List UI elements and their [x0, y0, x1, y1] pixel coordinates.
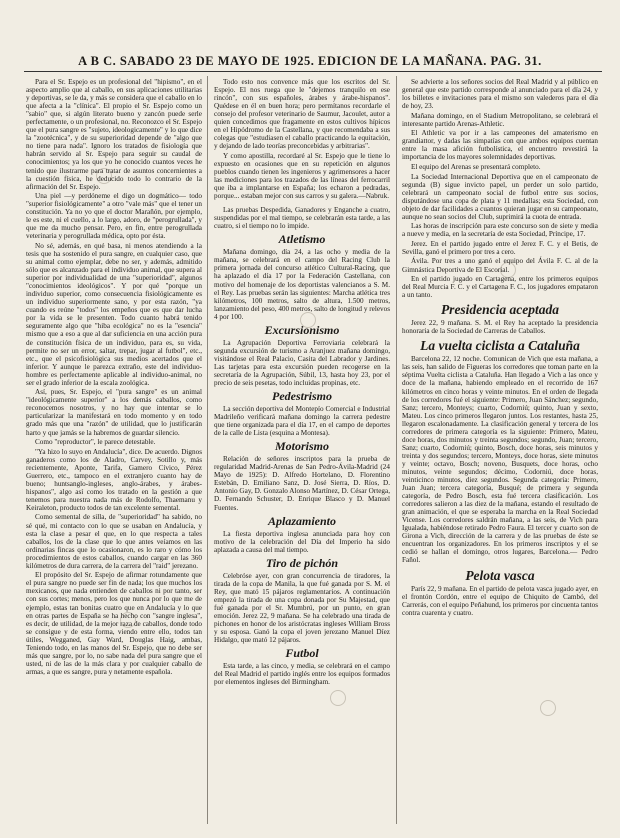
section-heading: Motorismo — [274, 439, 329, 454]
article-paragraph: Una piel —y perdóneme el digo un dogmático— todo "superior fisiológicamente" a otro "vale más" que el tener un constitución. Ya no yo que el doctor Marañón, por ejemplo, le es este, ni el cuello, a lo largo, adoro, de "perogrullada", y que me da mucho pensar. Pero, en fin, entre perogrullada veterinaria y perogrullada médica, opto por ésta. — [26, 192, 202, 241]
section-body: Celebróse ayer, con gran concurrencia de tiradores, la tirada de la copa de Manila, la que fué ganada por S. M. el Rey, que mató 15 pájaros reglamentarios. A continuación empezó la tirada de una copa donada por Su Majestad, que fué ganada por el Sr. Mumbrú, por un punto, en gran emoción. Jerez 22, 9 mañana. Se ha celebrado una tirada de pichones en honor de los aristócratas ingleses William Bross y su esposa. Ganó la copa el joven jerezano Manuel Díez Hidalgo, que mató 12 pájaros. — [214, 571, 390, 645]
article-paragraph: Como semental de silla, de "superioridad" ha sabido, no sé qué, mi contacto con lo que se usaban en Andalucía, y esta la clase a pesar el que, en lo que respecta a tales caballos, los de la clase que lo que antes veíamos en las ordinarias fincas que lo ocasionaron, es lo raro y cómo los procedimientos de estos caballos, cuando cargar en las 360 kilómetros de dura carrera, de la carrera del "raid" jerezano. — [26, 513, 202, 570]
article-paragraph: Se advierte a los señores socios del Real Madrid y al público en general que este partido corresponde al anunciado para el día 24, y los billetes e invitaciones para el mismo son valederos para el día de hoy, 23. — [402, 78, 598, 111]
column-divider — [207, 76, 208, 824]
article-paragraph: Para el Sr. Espejo es un profesional del "hipismo", en el aspecto amplio que al caballo, en sus aplicaciones utilitarias y deportivas, se le da, y más se considera que el caballo en lo que afecta a la "clínica". El propio el Sr. Espejo como un "sabio" que, si algún literato bueno y zancón puede serle perfectamente, o un profesional, no. Reconozco el Sr. Espejo que el pura sangre es "sujeto, ideologicamente" y lo que dice la "zootécnica", y de su superioridad depende de "algo que no tiene para nada". Ignoro los tratados de fisiología que habrán servido al Sr. Espejo para seguir su caudal de conocimientos; ya los que yo he conocido cuantos veces he tenido que ilustrarme para tratar de asuntos concernientes a la cuestión física, he deducido todo lo contrario de la afirmación del Sr. Espejo. — [26, 78, 202, 191]
article-paragraph: "Ya hizo lo suyo en Andalucía", dice. De acuerdo. Dignos ganaderos como los de Aladro, Carvey, Sotillo y, más recientemente, Aponte, Tarifa, Gamero Cívico, Pérez Guerrero, etc., tampoco en el extranjero cuanto hay de bueno; huntsanglo-ingleses, anglo-árabes, y árabes-hispanos", algo así como los tratado en la gestión a que tenemos para nuestra nada más de Rodolfo, Thaemanu y Keiraleton, producto todos de tan excelente semental. — [26, 447, 202, 512]
section-body: La Agrupación Deportiva Ferroviaria celebrará la segunda excursión de turismo a Aranjuez mañana domingo, visitándose el Real Palacio, Casita del Labrador y Jardines. Las tarjetas para esta excursión pueden recogerse en la secretaría de la Agrupación, Súbil, 13, hasta hoy 23, por el precio de seis pesetas, todo incluidas propinas, etc. — [214, 338, 390, 387]
article-paragraph: No sé, además, en qué basa, ni menos atendiendo a la tesis que ha sostenido el pura sangre, en cualquier caso, que su animal como ejemplar, debe no ser, y además, admitido sólo que es alcanzado para el individuo animal, que supera al superior por individualidad de una "superioridad", algunos "conocimientos ideológicos". Y por qué "porque un individuo superior, como consecuencia fisiológicamente es un individuo superiormente sano, y por esta razón, "ya cuando es reúne "todos" los empeños que es que dar lucha por la vida se le presenten. Todo cuanto habrá tenido seguramente algo que "hiba ecológica" no es la "esencia" mismo que a eso a que al dar suficiencia en una acción pura de constitución física de un individuo, para es, su vida, permite no ser un error, saltar, trepar, jugar al futbol", etc., etc., que el psicofisiológica sus medios acertados que el inferior. Y aunque le parezca extraño, este del individuo-hombre es perfectamente aplicable al individuo-animal, no ser el grado inferior de la escala zoológica. — [26, 241, 202, 387]
section-heading: Atletismo — [278, 232, 326, 247]
article-paragraph: En el partido jugado en Cartagena, entre los primeros equipos del Real Murcia F. C. y el Cartagena F. C., los jugadores empataron a un tanto. — [402, 275, 598, 300]
section-heading: Aplazamiento — [267, 513, 336, 528]
column-2 — [214, 78, 390, 820]
section-heading: La vuelta ciclista a Cataluña — [420, 338, 580, 354]
article-paragraph: Así, pues, Sr. Espejo, el "pura sangre" es un animal "ideológicamente superior" a los demás caballos, como reconocemos nosotros, y no hay que intentar se lo particularizar la manifestará en todo momento y en todo grado más que una "razón" de utilidad, que lo justificarán harto y que jamás se la habremos de guardar silencio. — [26, 388, 202, 437]
section-body: Mañana domingo, día 24, a las ocho y media de la mañana, se celebrará en el campo del Racing Club la primera jornada del concurso atlético Cultural-Racing, que ha aplazado el día 17 por la Federación Castellana, con motivo del homenaje de los deportistas valencianos a S. M. el Rey. Las pruebas serán las siguientes: Marcha atlética tres kilómetros, 100 metros, salto de altura, 1.500 metros, lanzamiento del peso, 400 metros, salto de longitud y relevos 4 por 100. — [214, 248, 390, 321]
article-paragraph: Jerez. En el partido jugado entre el Jerez F. C. y el Betis, de Sevilla, ganó el primero por tres a cero. — [402, 239, 598, 256]
section-body: París 22, 9 mañana. En el partido de pelota vasca jugado ayer, en el frontón Cordón, entre el equipo de Chiquito de Cambó, del Carrerás, con el equipo Peñahund, los primeros por cincuenta tantos contra cuarenta y cuatro. — [402, 584, 598, 617]
section-heading: Tiro de pichón — [265, 555, 339, 570]
column-divider — [396, 76, 397, 824]
article-paragraph: Mañana domingo, en el Stadium Metropolitano, se celebrará el interesante partido Arenas-Athletic. — [402, 111, 598, 128]
article-paragraph: Ávila. Por tres a uno ganó el equipo del Ávila F. C. al de la Gimnástica Deportiva de El Escorial. — [402, 257, 598, 274]
section-body: Relación de señores inscriptos para la prueba de regularidad Madrid-Arenas de San Pedro-Ávila-Madrid (24 Mayo de 1925): D. Alfredo Hortelano, D. Florentino Estebán, D. Emiliano Sanz, D. José Sierra, D. Ríos, D. Antonio Gay, D. Gonzalo Alonso Martínez, D. César Ortega, D. Fernando Schuster, D. Enrique Blasco y D. Manuel Fuentes. — [214, 455, 390, 512]
section-heading: Futbol — [285, 646, 319, 661]
section-body: Las pruebas Despedida, Ganadores y Enganche a cuatro, suspendidas por el mal tiempo, se celebrarán esta tarde, a las cuatro, si el tiempo no lo impide. — [214, 206, 390, 231]
article-paragraph: Todo esto nos convence más que los escritos del Sr. Espejo. El nos ruega que le "dejemos tranquilo en ese rincón", con sus españoles, árabes y árabe-hispanos". Quédese en él en buen hora; pero permítanos recordarle el consejo del profesor veterinario de Saumur, Jacoulet, autor a quien concedimos que fragamente en estos cultivos hípicos en el Hipódromo de la Castellana, y que recomendaba a sus colegas que "estudiasen el caballo practicando la equitación, y dejando de lado teorías preconcebidas y arbitrarias". — [214, 78, 390, 151]
column-3 — [402, 78, 598, 820]
article-paragraph: Como "reproductor", le parece detestable. — [35, 438, 156, 447]
section-heading: Pelota vasca — [465, 567, 535, 583]
article-paragraph: El equipo del Arenas se presentará completo. — [411, 162, 541, 171]
section-body: Esta tarde, a las cinco, y media, se celebrará en el campo del Real Madrid el partido inglés entre los equipos formados por elementos ingleses del Birmingham. — [214, 662, 390, 687]
page-header: A B C. SABADO 23 DE MAYO DE 1925. EDICION DE LA MAÑANA. PAG. 31. — [78, 54, 542, 68]
section-heading: Presidencia aceptada — [440, 302, 560, 318]
article-paragraph: El Athletic va por ir a las campeones del amaterismo en grandiattor, y dadas las simpatías con que ambos equipos cuentan entre la masa afición futbolística, el encuentro revestirá la importancia de los mayores solemnidades deportivas. — [402, 129, 598, 162]
section-body: Barcelona 22, 12 noche. Comunican de Vich que esta mañana, a las seis, han salido de Figueras los corredores que toman parte en la séptima Vuelta ciclista a Cataluña. Han llegado a Vich a las once y doce de la mañana, habiendo empleado en el recorrido de 167 kilómetros en cinco horas y veinte minutos. En el orden de llegada de los corredores fué el siguiente: Primero, Juan Sánchez; segundo, Sanz; tercero, Monteys; cuarto, Codorniú; quinto, Juan y sexto, Mateu. Los cinco primeros llegaron juntos. Los restantes, hasta 25, llegaron escalonadamente. La clasificación general y tercera de los corredores de primera categoría es la siguiente: Primero, Mateu, doce horas, dos minutos y treinta segundos; segundo, Juan; tercero, Sanz; cuarto, Codorniú; quinto, Bosch, doce horas, seis minutos y treinta y dos segundos; tercero, Monteys, doce horas, siete minutos y veinte; octavo, Bosch; noveno, Busquets, doce horas, ocho minutos, veinte segundos; décimo, Codorniú, doce horas, veinticinco minutos, diez segundos. Segunda categoría: Primero, Juan Juan; tercera categoría, Busqué; de primera y segunda categoría, de Pedro Bosch, esta fué tercera clasificación. Los corredores salieron a las diez de la mañana, estando el resultado de gran animación, el que se esperaba la marcha en la Real Sociedad Vicense. Los corredores saldrán mañana, a las seis, de Vich para Igualada, habiéndose retirado Pedro Faura. El tercer y cuarto son de Girona a Vich, dirección de la carrera y de las pruebas de éste se encuentran los organizadores. En los primeros inscriptos y el se cedió se hallan el domingo, otros lugares, Barcelona.— Pedro Fañol. — [402, 355, 598, 565]
section-body: Jerez 22, 9 mañana. S. M. el Rey ha aceptado la presidencia honoraria de la Sociedad de Carreras de Caballos. — [402, 319, 598, 336]
article-paragraph: El propósito del Sr. Espejo de afirmar rotundamente que el pura sangre no puede ser fin de nada; los que muchos los mexicanos, que nada entienden de caballos ni por tanto, ser con sus cortes; menos, pero los que nunca por lo que me de ejemplo, estas tan bonitas cuatro que en Andalucía y lo que en otras partes de España se ha hecho con "sangre inglesa", es decir, de utilidad, de la mejor raza de caballos, donde todo se consigue y de esta forma, viendo entre ello, todos tan útiles, Wegganed, Gay Ward, Douglas Haig, ambas, Teniendo todo, en las manos del Sr. Espejo, que no debe ser más que sangre, por lo, no sabe nada del pura sangre que el usted, ni de las de la más clara y por cualquier caballo de armas, a que es sangre, pura y netamente española. — [26, 571, 202, 676]
column-1 — [26, 78, 202, 820]
section-heading: Pedestrismo — [272, 389, 332, 404]
header-rule — [24, 71, 602, 72]
section-body: La sección deportiva del Montepío Comercial e Industrial Madrileño verificará mañana domingo la carrera pedestre que tiene organizada para el día 17, en el campo de deportes de la calle de Lista (esquina a Montesa). — [214, 405, 390, 438]
article-paragraph: Y como apostilla, recordaré al Sr. Espejo que le tiene lo expuesto en ocasiones que en su repetición en algunos pueblos cuando tienen les ingenieros y agrimensores a hacer las mediciones para los trazados de las líneas del ferrocarril que iba a implantarse en España; los echaron a pedradas, porque... estaban mejor con sus carros y su galera.—Nabruk. — [214, 151, 390, 201]
article-paragraph: Las horas de inscripción para este concurso son de siete y media a nueve y media, en la secretaría de esta Sociedad, Príncipe, 17. — [402, 222, 598, 239]
section-heading: Excursionismo — [264, 322, 340, 337]
section-body: La fiesta deportiva inglesa anunciada para hoy con motivo de la celebración del Día del Imperio ha sido aplazada a causa del mal tiempo. — [214, 529, 390, 554]
article-paragraph: La Sociedad Internacional Deportiva que en el campeonato de segunda (B) sigue invicto papel, un perder un solo partido, celebrará un campeonato social de futbol entre sus socios, disputándose una copa de plata y 11 medallas; esta Sociedad, con objeto de dar facilidades a cuantos quieran jugar en su campeonato, aunque no sean socios del Club, suprimirá la cuota de entrada. — [402, 172, 598, 221]
